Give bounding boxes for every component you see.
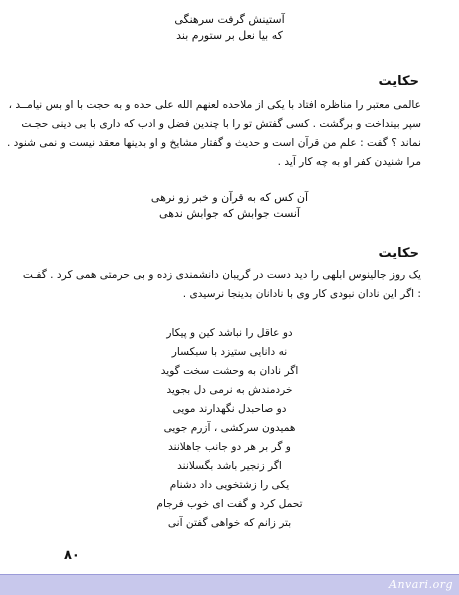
paragraph-line: عالمی معتبر را مناظره افتاد با یکی از ملاحده لعنهم الله علی حده و به حجت با او بس نیامــد ، bbox=[8, 99, 421, 111]
poem-line: یکی را زشتخویی داد دشنام bbox=[169, 479, 290, 491]
footer-bar bbox=[0, 574, 459, 595]
poem-line: نه دانایی ستیزد با سبکسار bbox=[171, 346, 288, 358]
paragraph-line: سپر بینداخت و برگشت . کسی گفتش تو را با چندین فضل و ادب که داری با بی دینی حجـت bbox=[21, 118, 421, 130]
page-number: ۸۰ bbox=[64, 548, 80, 563]
section-heading: حکایت bbox=[378, 74, 419, 89]
verse-line: که بیا نعل بر ستورم بند bbox=[176, 29, 283, 42]
poem-line: خردمندش به نرمی دل بجوید bbox=[166, 384, 293, 396]
poem-line: تحمل کرد و گفت ای خوب فرجام bbox=[156, 498, 303, 510]
poem-line: اگر زنجیر باشد بگسلانند bbox=[177, 460, 282, 472]
poem-line: اگر نادان به وحشت سخت گوید bbox=[160, 365, 299, 377]
poem-line: بتر زانم که خواهی گفتن آنی bbox=[167, 517, 292, 529]
poem-line: دو عاقل را نباشد کین و پیکار bbox=[166, 327, 293, 339]
poem-line: و گر بر هر دو جانب جاهلانند bbox=[168, 441, 291, 453]
opening-couplet bbox=[0, 12, 459, 44]
paragraph-line: مرا شنیدن کفر او به چه کار آید . bbox=[277, 156, 421, 168]
poem-line: دو صاحبدل نگهدارند مویی bbox=[172, 403, 287, 415]
poem bbox=[0, 324, 459, 533]
story-paragraph bbox=[21, 266, 421, 304]
story-paragraph bbox=[6, 96, 421, 172]
story-couplet bbox=[0, 190, 459, 222]
section-heading: حکایت bbox=[378, 246, 419, 261]
watermark: Anvari.org bbox=[389, 578, 453, 591]
verse-line: آن کس که به قرآن و خبر زو نرهی bbox=[150, 191, 309, 204]
paragraph-line: یک روز جالینوس ابلهی را دید دست در گریبان دانشمندی زده و بی حرمتی همی کرد . گفـت bbox=[22, 269, 421, 281]
paragraph-line: : اگر این نادان نبودی کار وی با نادانان بدینجا نرسیدی . bbox=[182, 288, 421, 300]
paragraph-line: نماند ؟ گفت : علم من قرآن است و حدیث و گفتار مشایخ و او بدینها معقد نیست و نمی شنود . bbox=[6, 137, 421, 149]
poem-line: همیدون سرکشی ، آزرم جویی bbox=[163, 422, 296, 434]
verse-line: آستینش گرفت سرهنگی bbox=[174, 13, 285, 26]
verse-line: آنست جوابش که جوابش ندهی bbox=[159, 207, 300, 220]
